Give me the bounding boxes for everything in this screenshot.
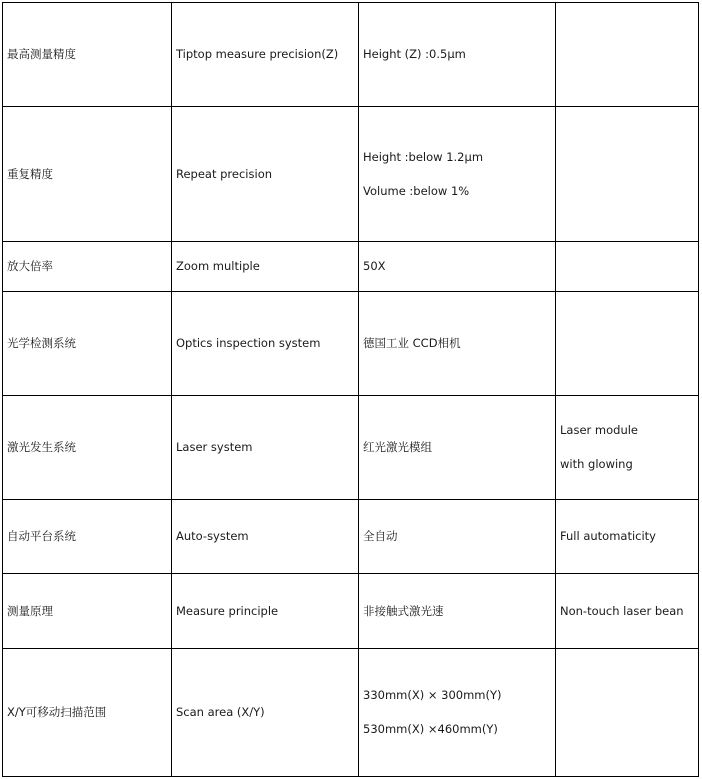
param-en: Auto-system bbox=[176, 529, 249, 543]
note-value: Full automaticity bbox=[560, 529, 656, 543]
param-en: Optics inspection system bbox=[176, 336, 321, 350]
param-zh-cell bbox=[3, 292, 172, 396]
note-cell bbox=[556, 292, 699, 396]
note-value: Laser module bbox=[560, 423, 639, 437]
param-en: Zoom multiple bbox=[176, 259, 260, 273]
param-en-cell bbox=[172, 500, 359, 574]
spec-value: Volume :below 1% bbox=[363, 183, 470, 198]
note-cell bbox=[556, 500, 699, 574]
spec-cell bbox=[359, 107, 556, 242]
note-value: Non-touch laser bean bbox=[560, 603, 684, 618]
spec-cell bbox=[359, 649, 556, 777]
table-row bbox=[3, 500, 699, 574]
spec-cell bbox=[359, 500, 556, 574]
param-zh-cell bbox=[3, 574, 172, 649]
spec-value: 530mm(X) ×460mm(Y) bbox=[363, 722, 498, 736]
param-zh: 放大倍率 bbox=[7, 259, 53, 273]
param-zh-cell bbox=[3, 396, 172, 500]
spec-value: Height :below 1.2μm bbox=[363, 149, 484, 164]
spec-value: 330mm(X) × 300mm(Y) bbox=[363, 688, 502, 702]
table-row bbox=[3, 242, 699, 292]
param-en: Tiptop measure precision(Z) bbox=[176, 47, 339, 61]
spec-value: 非接触式激光速 bbox=[363, 603, 444, 618]
spec-value: 50X bbox=[363, 259, 386, 273]
param-zh: 测量原理 bbox=[7, 603, 53, 618]
note-cell bbox=[556, 3, 699, 107]
param-zh: 最高测量精度 bbox=[7, 47, 76, 61]
spec-cell bbox=[359, 574, 556, 649]
spec-cell bbox=[359, 242, 556, 292]
param-zh: 自动平台系统 bbox=[7, 529, 76, 543]
param-zh-cell bbox=[3, 107, 172, 242]
param-zh: 重复精度 bbox=[7, 166, 53, 181]
param-en: Laser system bbox=[176, 440, 253, 454]
param-zh-cell bbox=[3, 242, 172, 292]
param-en: Measure principle bbox=[176, 603, 279, 618]
param-en-cell bbox=[172, 3, 359, 107]
note-cell bbox=[556, 574, 699, 649]
table-row bbox=[3, 649, 699, 777]
param-en-cell bbox=[172, 649, 359, 777]
spec-cell bbox=[359, 3, 556, 107]
param-en-cell bbox=[172, 242, 359, 292]
param-en-cell bbox=[172, 107, 359, 242]
note-cell bbox=[556, 107, 699, 242]
param-zh: 激光发生系统 bbox=[7, 440, 76, 454]
note-value: with glowing bbox=[560, 457, 633, 471]
spec-value: 德国工业 CCD相机 bbox=[363, 336, 461, 350]
table-row bbox=[3, 292, 699, 396]
table-row bbox=[3, 396, 699, 500]
spec-cell bbox=[359, 292, 556, 396]
note-cell bbox=[556, 649, 699, 777]
spec-value: Height (Z) :0.5μm bbox=[363, 47, 466, 61]
spec-value: 全自动 bbox=[363, 529, 398, 543]
param-zh: X/Y可移动扫描范围 bbox=[7, 705, 107, 719]
table-row bbox=[3, 574, 699, 649]
note-cell bbox=[556, 242, 699, 292]
table-row bbox=[3, 3, 699, 107]
param-en: Repeat precision bbox=[176, 166, 273, 181]
param-zh-cell bbox=[3, 649, 172, 777]
param-zh-cell bbox=[3, 500, 172, 574]
param-en-cell bbox=[172, 574, 359, 649]
param-en-cell bbox=[172, 396, 359, 500]
param-en: Scan area (X/Y) bbox=[176, 705, 265, 719]
param-en-cell bbox=[172, 292, 359, 396]
table-row bbox=[3, 107, 699, 242]
spec-cell bbox=[359, 396, 556, 500]
param-zh-cell bbox=[3, 3, 172, 107]
spec-value: 红光激光模组 bbox=[363, 440, 432, 454]
spec-table bbox=[2, 2, 699, 777]
note-cell bbox=[556, 396, 699, 500]
param-zh: 光学检测系统 bbox=[7, 336, 76, 350]
